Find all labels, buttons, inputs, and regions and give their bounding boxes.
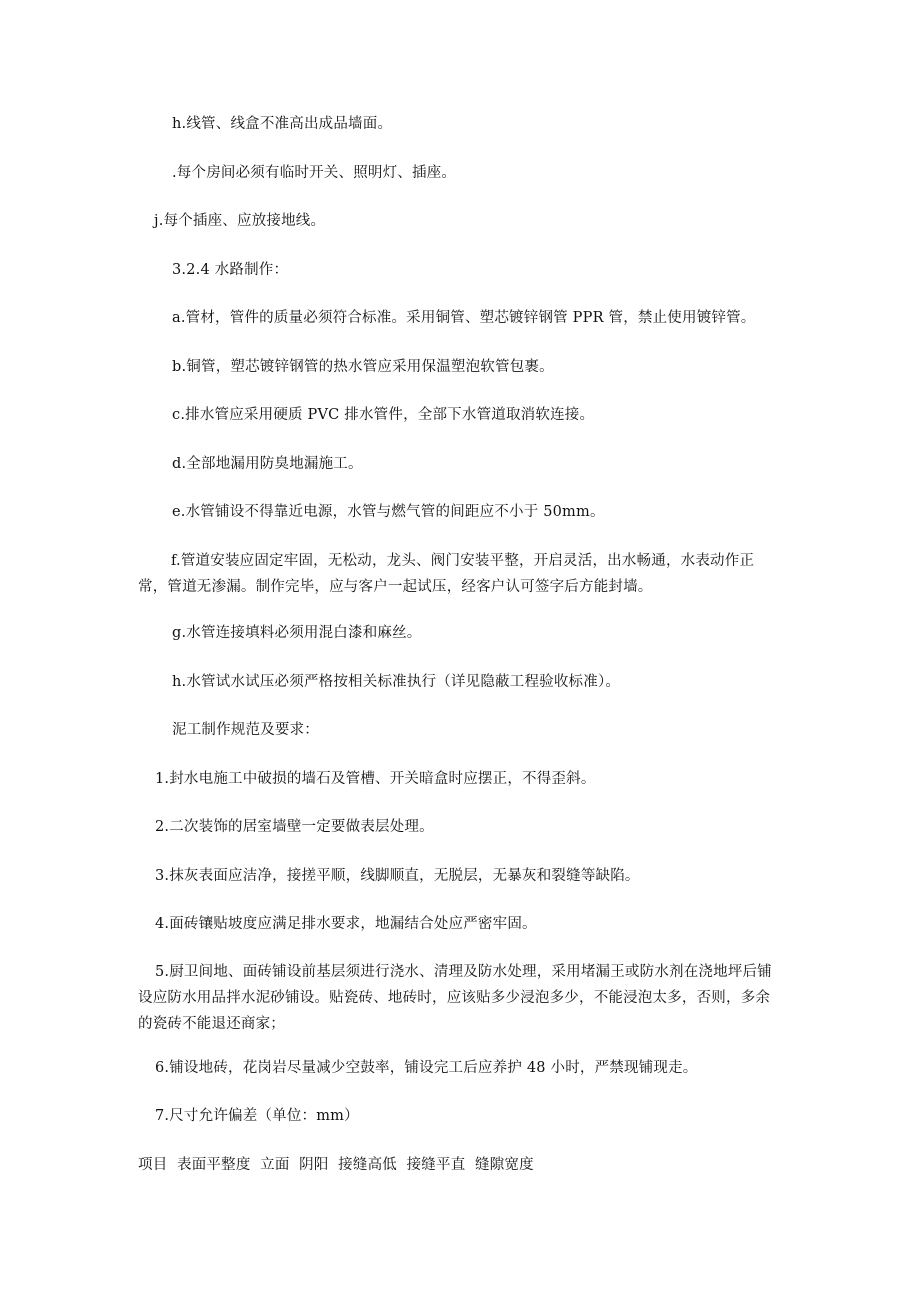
- paragraph-7-tolerance: 7.尺寸允许偏差（单位：mm）: [155, 1108, 359, 1124]
- section-heading-masonry: 泥工制作规范及要求：: [172, 722, 319, 738]
- paragraph-4-tiles: 4.面砖镶贴坡度应满足排水要求，地漏结合处应严密牢固。: [155, 916, 537, 932]
- paragraph-a-pipes: a.管材，管件的质量必须符合标准。采用铜管、塑芯镀锌钢管 PPR 管，禁止使用镀锌管。: [172, 310, 756, 326]
- paragraph-c-drain: c.排水管应采用硬质 PVC 排水管件，全部下水管道取消软连接。: [172, 407, 595, 423]
- paragraph-h-conduit: h.线管、线盒不准高出成品墙面。: [172, 116, 393, 132]
- paragraph-f-installation: [138, 548, 778, 600]
- paragraph-i-room-switches: .每个房间必须有临时开关、照明灯、插座。: [172, 165, 457, 181]
- paragraph-1-repair: 1.封水电施工中破损的墙石及管槽、开关暗盒时应摆正，不得歪斜。: [155, 771, 596, 787]
- paragraph-2-surface: 2.二次装饰的居室墙壁一定要做表层处理。: [155, 819, 434, 835]
- paragraph-3-plaster: 3.抹灰表面应洁净，接搓平顺，线脚顺直，无脱层，无暴灰和裂缝等缺陷。: [155, 868, 640, 884]
- paragraph-5-text: 5.厨卫间地、面砖铺设前基层须进行浇水、清理及防水处理，采用堵漏王或防水剂在浇地坪后铺设应防水用品拌水泥砂铺设。贴瓷砖、地砖时，应该贴多少浸泡多少，不能浸泡太多，否则，多余的瓷砖不能退还商家；: [138, 964, 772, 1032]
- paragraph-b-copper: b.铜管，塑芯镀锌钢管的热水管应采用保温塑泡软管包裹。: [172, 359, 554, 375]
- paragraph-g-sealant: g.水管连接填料必须用混白漆和麻丝。: [172, 625, 422, 641]
- paragraph-6-floor-tiles: 6.铺设地砖，花岗岩尽量减少空鼓率，铺设完工后应养护 48 小时，严禁现铺现走。: [155, 1060, 698, 1076]
- section-heading-water: 3.2.4 水路制作：: [172, 262, 289, 278]
- paragraph-j-grounding: j.每个插座、应放接地线。: [154, 213, 326, 229]
- paragraph-e-spacing: e.水管铺设不得靠近电源，水管与燃气管的间距应不小于 50mm。: [172, 504, 605, 520]
- paragraph-5-kitchen-bath: [138, 959, 778, 1037]
- paragraph-f-text: f.管道安装应固定牢固，无松动，龙头、阀门安装平整，开启灵活，出水畅通，水表动作正常，管道无渗漏。制作完毕，应与客户一起试压，经客户认可签字后方能封墙。: [138, 553, 755, 595]
- paragraph-d-floor-drain: d.全部地漏用防臭地漏施工。: [172, 456, 363, 472]
- table-header-row: 项目 表面平整度 立面 阴阳 接缝高低 接缝平直 缝隙宽度: [138, 1157, 534, 1173]
- paragraph-h-pressure-test: h.水管试水试压必须严格按相关标准执行（详见隐蔽工程验收标准）。: [172, 674, 621, 690]
